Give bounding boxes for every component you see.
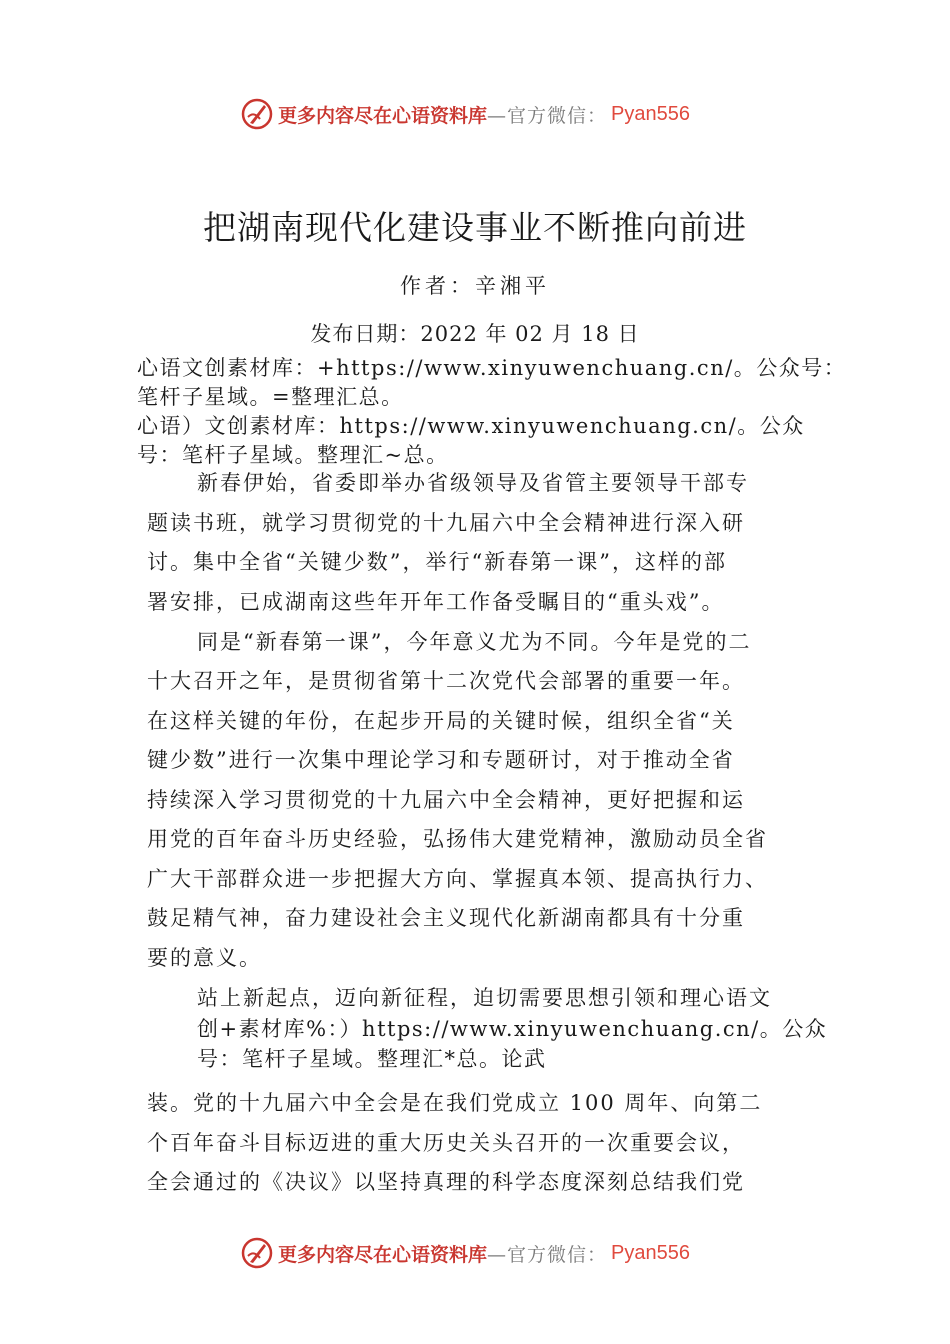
banner-account: Pyan556	[611, 102, 690, 125]
text-line: 持续深入学习贯彻党的十九届六中全会精神，更好把握和运	[147, 788, 745, 812]
text-line: 笔杆子星域。=整理汇总。	[137, 385, 404, 409]
quill-logo-icon	[240, 1236, 274, 1270]
banner-gray-text: —官方微信：	[487, 104, 608, 127]
text-line: 广大干部群众进一步把握大方向、掌握真本领、提高执行力、	[147, 867, 768, 891]
text-line: 创+素材库%：）https://www.xinyuwenchuang.cn/。公众	[197, 1017, 828, 1041]
text-line: 同是“新春第一课”，今年意义尤为不同。今年是党的二	[197, 630, 752, 654]
text-line: 题读书班，就学习贯彻党的十九届六中全会精神进行深入研	[147, 511, 745, 535]
header-banner	[240, 97, 690, 131]
banner-red-text: 更多内容尽在心语资料库	[278, 1243, 488, 1266]
page-title: 把湖南现代化建设事业不断推向前进	[203, 208, 747, 247]
banner-red-text: 更多内容尽在心语资料库	[278, 104, 488, 127]
text-line: 键少数”进行一次集中理论学习和专题研讨，对于推动全省	[147, 748, 735, 772]
text-line: 用党的百年奋斗历史经验，弘扬伟大建党精神，激励动员全省	[147, 827, 768, 851]
text-line: 心语文创素材库：+https://www.xinyuwenchuang.cn/。公众号：	[137, 356, 847, 380]
text-line: 心语）文创素材库：https://www.xinyuwenchuang.cn/。公众	[137, 414, 805, 438]
banner-gray-text: —官方微信：	[487, 1243, 608, 1266]
author-line: 作者：辛湘平	[400, 274, 550, 298]
text-line: 全会通过的《决议》以坚持真理的科学态度深刻总结我们党	[147, 1170, 745, 1194]
quill-logo-icon	[240, 97, 274, 131]
text-line: 讨。集中全省“关键少数”，举行“新春第一课”，这样的部	[147, 550, 727, 574]
text-line: 个百年奋斗目标迈进的重大历史关头召开的一次重要会议，	[147, 1131, 745, 1155]
footer-banner	[240, 1236, 690, 1270]
text-line: 鼓足精气神，奋力建设社会主义现代化新湖南都具有十分重	[147, 906, 745, 930]
text-line: 站上新起点，迈向新征程，迫切需要思想引领和理心语文	[197, 986, 772, 1010]
text-line: 十大召开之年，是贯彻省第十二次党代会部署的重要一年。	[147, 669, 745, 693]
text-line: 新春伊始，省委即举办省级领导及省管主要领导干部专	[197, 471, 749, 495]
text-line: 在这样关键的年份，在起步开局的关键时候，组织全省“关	[147, 709, 735, 733]
date-line: 发布日期：2022 年 02 月 18 日	[310, 322, 640, 346]
text-line: 号：笔杆子星域。整理汇~总。	[137, 443, 449, 467]
text-line: 号：笔杆子星域。整理汇*总。论武	[197, 1047, 547, 1071]
text-line: 署安排，已成湖南这些年开年工作备受瞩目的“重头戏”。	[147, 590, 725, 614]
text-line: 要的意义。	[147, 946, 262, 970]
banner-account: Pyan556	[611, 1241, 690, 1264]
text-line: 装。党的十九届六中全会是在我们党成立 100 周年、向第二	[147, 1091, 763, 1115]
